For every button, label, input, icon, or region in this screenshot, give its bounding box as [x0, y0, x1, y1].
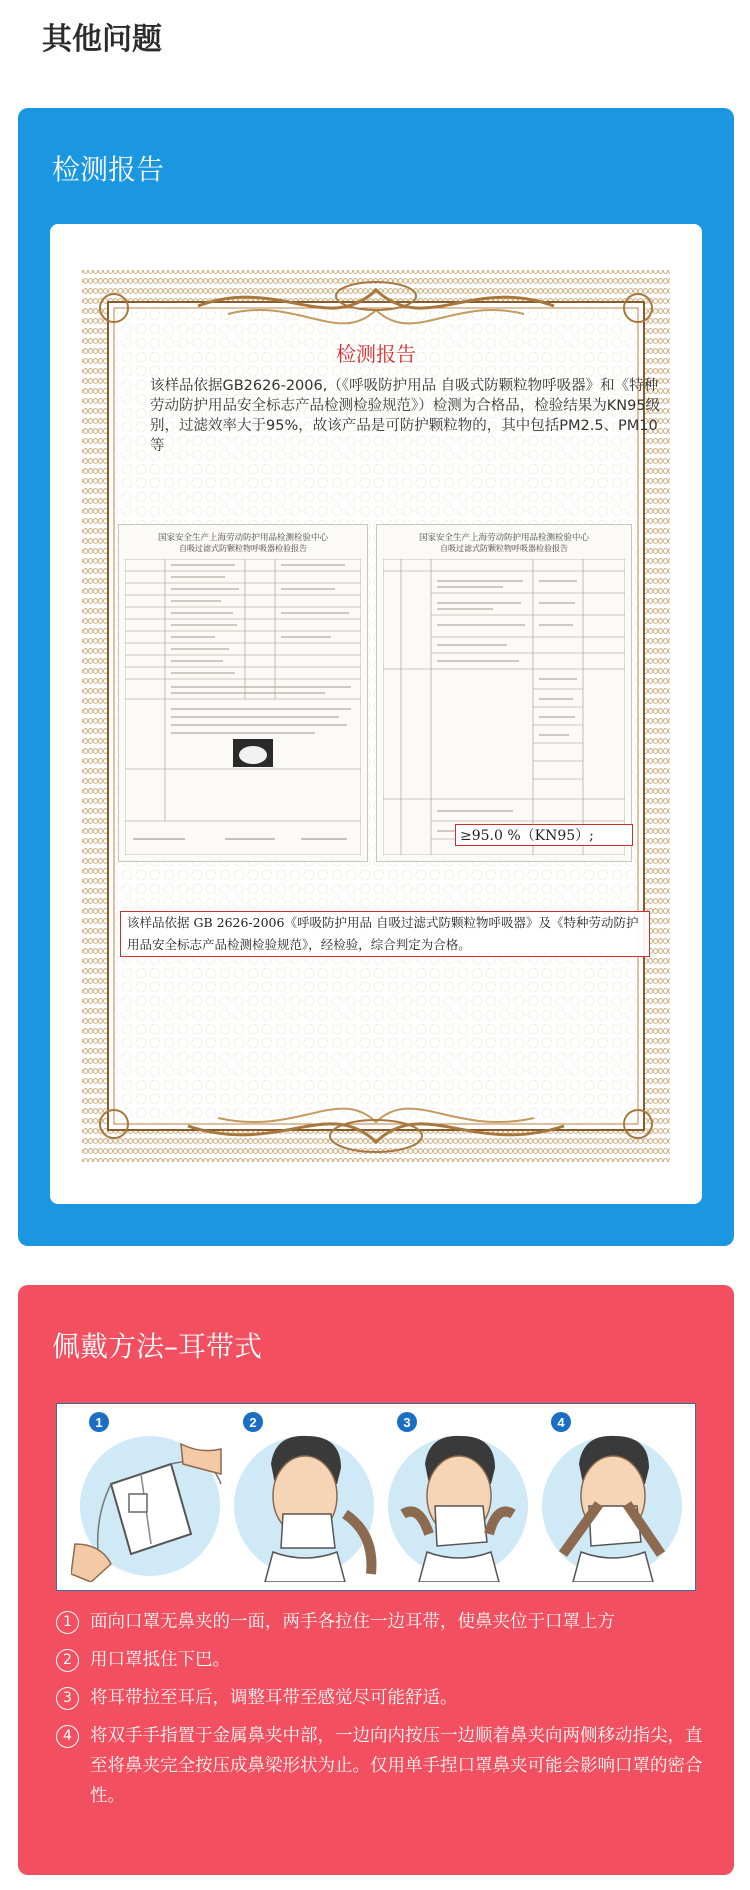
report-scan-left	[118, 524, 368, 862]
report-panel	[18, 108, 734, 1246]
report-scan-right	[376, 524, 632, 862]
wearing-steps	[56, 1607, 716, 1819]
step-number: 3	[56, 1687, 79, 1710]
left-doc-subheading: 自吸过滤式防颗粒物呼吸器检验报告	[179, 544, 307, 553]
step-number-badges	[57, 1404, 697, 1444]
page-heading: 其他问题	[42, 22, 162, 57]
step-item	[56, 1721, 716, 1811]
step-text: 将双手手指置于金属鼻夹中部，一边向内按压一边顺着鼻夹向两侧移动指尖，直至将鼻夹完全按压成鼻梁形状为止。仅用单手捏口罩鼻夹可能会影响口罩的密合性。	[90, 1726, 703, 1806]
certificate-title: 检测报告	[336, 342, 416, 366]
wearing-panel	[18, 1285, 734, 1875]
step-3-illustration	[379, 1424, 537, 1582]
step-1-illustration	[71, 1424, 229, 1582]
wearing-panel-title: 佩戴方法–耳带式	[52, 1330, 263, 1363]
step-text: 用口罩抵住下巴。	[90, 1650, 230, 1670]
figure-number: 1	[95, 1415, 103, 1430]
figure-number: 3	[403, 1415, 411, 1430]
right-doc-heading: 国家安全生产上海劳动防护用品检测检验中心	[418, 533, 589, 543]
conclusion-callout: 该样品依据 GB 2626-2006《呼吸防护用品 自吸过滤式防颗粒物呼吸器》及《特种劳动防护用品安全标志产品检测检验规范》，经检验，综合判定为合格。	[120, 911, 650, 957]
left-doc-heading: 国家安全生产上海劳动防护用品检测检验中心	[157, 533, 328, 543]
left-doc-table	[125, 559, 361, 855]
kn95-result-callout: ≥95.0 %（KN95）;	[455, 824, 633, 846]
step-item	[56, 1607, 716, 1637]
certificate-card	[50, 224, 702, 1204]
figure-number: 2	[249, 1415, 257, 1430]
step-text: 面向口罩无鼻夹的一面，两手各拉住一边耳带，使鼻夹位于口罩上方	[90, 1612, 615, 1632]
right-doc-subheading: 自吸过滤式防颗粒物呼吸器检验报告	[440, 544, 568, 553]
figure-number: 4	[557, 1415, 565, 1430]
certificate-paragraph: 该样品依据GB2626-2006,（《呼吸防护用品 自吸式防颗粒物呼吸器》和《特种劳动防护用品安全标志产品检测检验规范》）检测为合格品，检验结果为KN95级别，过滤效率大于95%，故该产品是可防护颗粒物的，其中包括PM2.5、PM10等	[150, 378, 661, 454]
step-number: 4	[56, 1725, 79, 1748]
report-panel-title: 检测报告	[52, 153, 165, 186]
right-doc-table	[383, 559, 625, 855]
step-2-illustration	[225, 1424, 383, 1582]
step-item	[56, 1645, 716, 1675]
step-number: 1	[56, 1611, 79, 1634]
wearing-illustration	[56, 1403, 696, 1591]
step-number: 2	[56, 1649, 79, 1672]
step-item	[56, 1683, 716, 1713]
step-4-illustration	[533, 1424, 691, 1582]
step-text: 将耳带拉至耳后，调整耳带至感觉尽可能舒适。	[90, 1688, 458, 1708]
